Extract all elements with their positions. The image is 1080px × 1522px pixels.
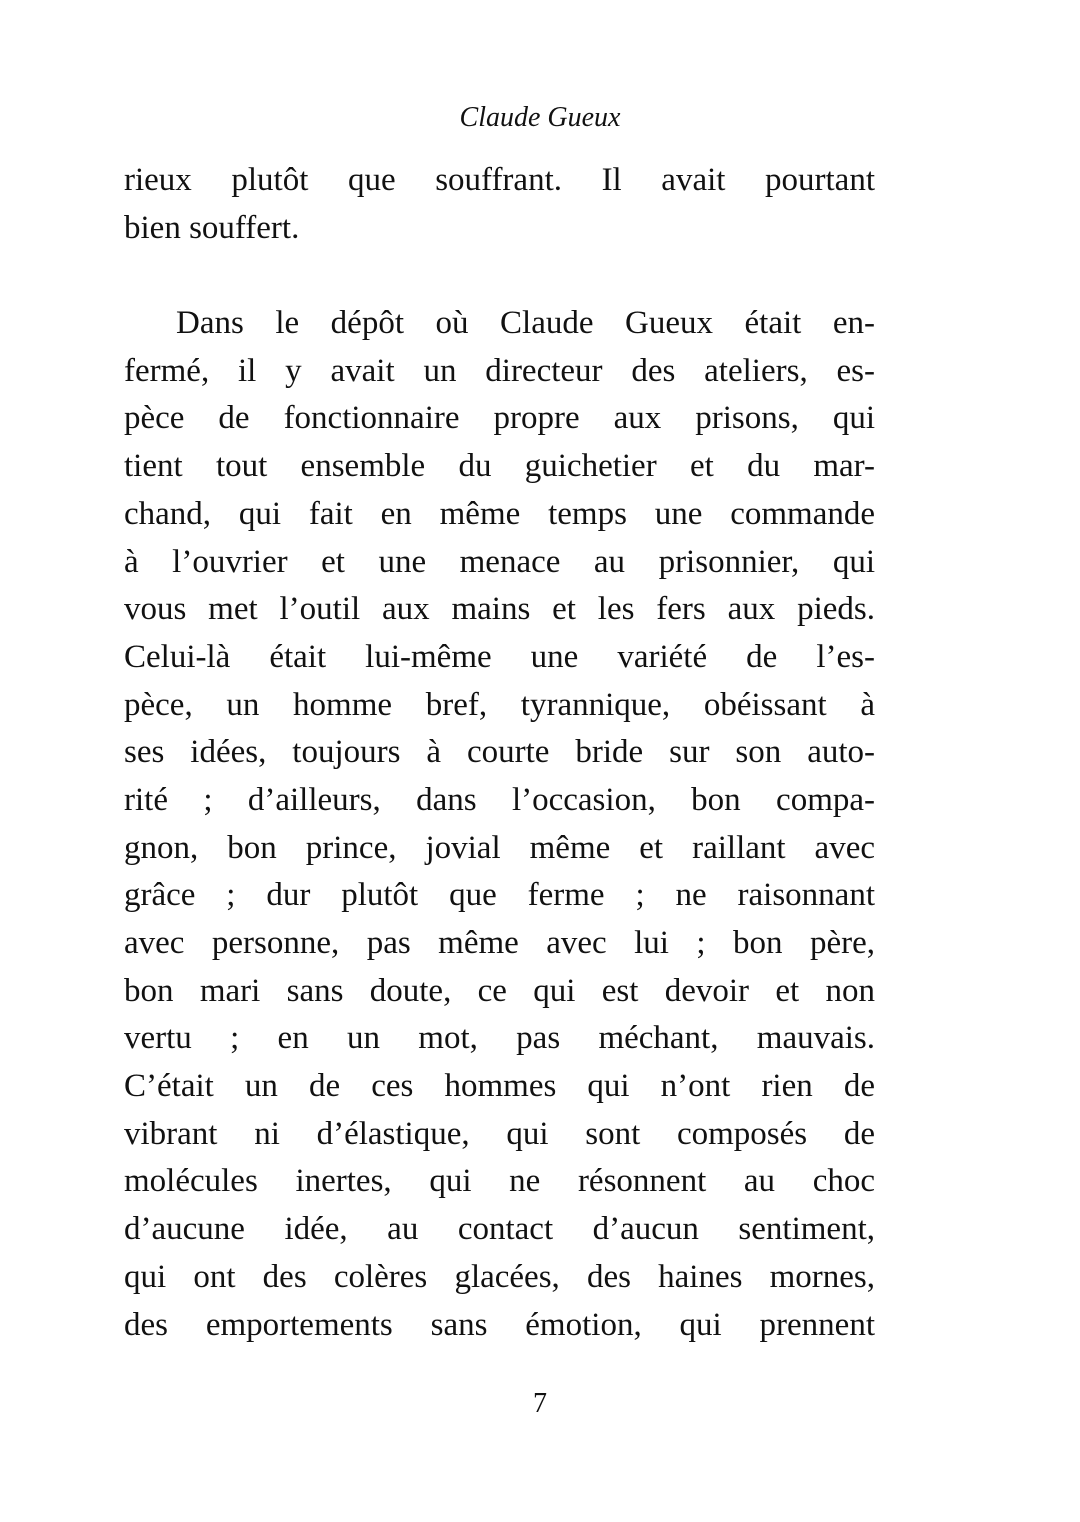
- text-line: rieux plutôt que souffrant. Il avait pourtant: [124, 162, 875, 198]
- page-number: 7: [533, 1388, 547, 1419]
- text-line: à l’ouvrier et une menace au prisonnier, qui: [124, 543, 875, 580]
- text-line: vertu ; en un mot, pas méchant, mauvais.: [124, 1020, 875, 1057]
- text-line: chand, qui fait en même temps une commande: [124, 495, 875, 532]
- text-line: vibrant ni d’élastique, qui sont composés de: [124, 1115, 875, 1152]
- text-line: fermé, il y avait un directeur des ateliers, es-: [124, 352, 875, 389]
- text-line: pèce de fonctionnaire propre aux prisons, qui: [124, 400, 875, 437]
- paragraph-gap: [124, 252, 875, 300]
- body-text: [124, 157, 875, 1349]
- running-head: Claude Gueux: [459, 102, 621, 133]
- text-line: bien souffert.: [124, 209, 300, 246]
- text-line: des emportements sans émotion, qui prennent: [124, 1306, 875, 1343]
- text-line: tient tout ensemble du guichetier et du mar-: [124, 448, 875, 485]
- text-line: vous met l’outil aux mains et les fers aux pieds.: [124, 591, 875, 628]
- text-line: Dans le dépôt où Claude Gueux était en-: [176, 305, 875, 342]
- text-line: gnon, bon prince, jovial même et raillant avec: [124, 829, 875, 866]
- text-line: ses idées, toujours à courte bride sur son auto-: [124, 734, 875, 771]
- text-line: pèce, un homme bref, tyrannique, obéissant à: [124, 686, 875, 723]
- text-line: rité ; d’ailleurs, dans l’occasion, bon compa-: [124, 781, 875, 818]
- text-line: bon mari sans doute, ce qui est devoir et non: [124, 972, 875, 1009]
- paragraph: [124, 300, 875, 1349]
- text-line: molécules inertes, qui ne résonnent au choc: [124, 1163, 875, 1200]
- text-line: C’était un de ces hommes qui n’ont rien de: [124, 1068, 875, 1105]
- text-line: grâce ; dur plutôt que ferme ; ne raisonnant: [124, 877, 875, 914]
- text-line: avec personne, pas même avec lui ; bon père,: [124, 925, 875, 961]
- text-line: d’aucune idée, au contact d’aucun sentiment,: [124, 1211, 875, 1248]
- text-line: qui ont des colères glacées, des haines mornes,: [124, 1258, 875, 1295]
- text-line: Celui-là était lui-même une variété de l’es-: [124, 638, 875, 675]
- paragraph: [124, 157, 875, 252]
